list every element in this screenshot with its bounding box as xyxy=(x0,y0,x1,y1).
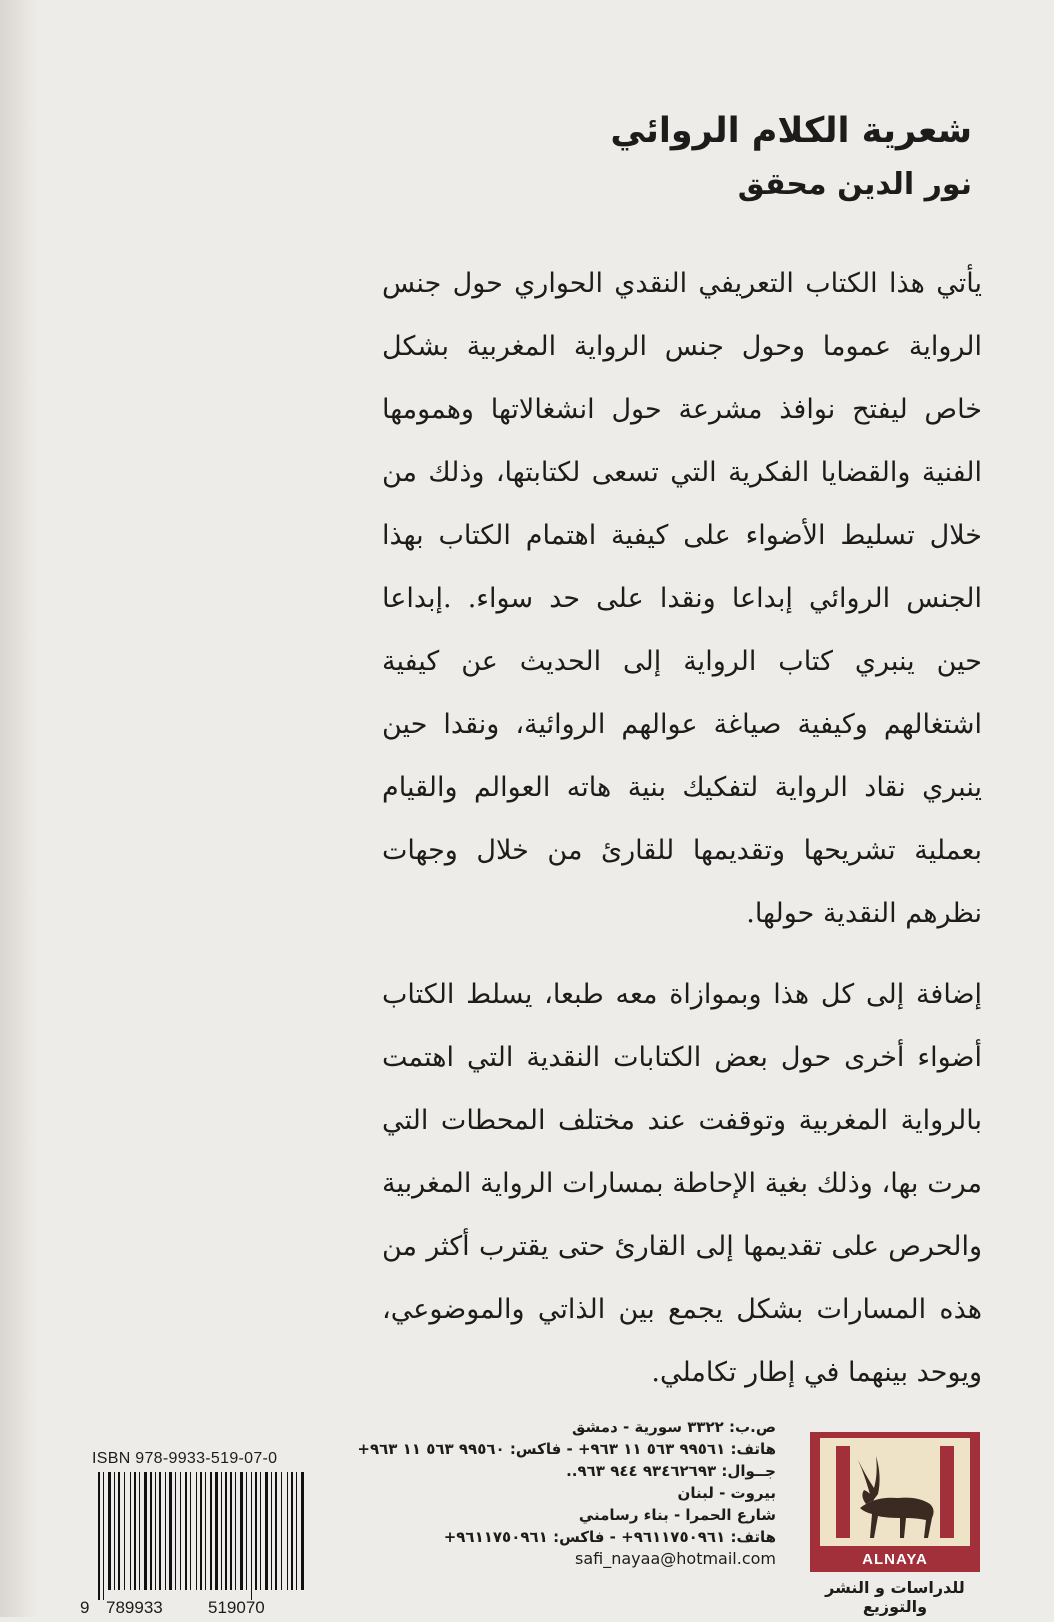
barcode xyxy=(80,1472,308,1617)
barcode-bar xyxy=(215,1472,218,1590)
barcode-bar xyxy=(251,1472,252,1600)
barcode-digit-group-1: 789933 xyxy=(106,1598,163,1617)
publisher-logo xyxy=(810,1432,980,1572)
barcode-bar xyxy=(169,1472,172,1590)
barcode-bar xyxy=(124,1472,125,1590)
barcode-bars xyxy=(92,1472,308,1612)
barcode-bar xyxy=(291,1472,293,1590)
barcode-bar xyxy=(139,1472,140,1590)
barcode-bar xyxy=(196,1472,197,1590)
book-author: نور الدين محقق xyxy=(737,167,972,202)
barcode-bar xyxy=(175,1472,176,1590)
barcode-bar xyxy=(265,1472,268,1590)
publisher-contact xyxy=(357,1416,776,1570)
publisher-phone-fax-beirut: هاتف: ٩٦١١٧٥٠٩٦١+ - فاكس: ٩٦١١٧٥٠٩٦١+ xyxy=(443,1528,776,1546)
barcode-bar xyxy=(165,1472,166,1590)
barcode-bar xyxy=(150,1472,152,1590)
logo-caption: للدراسات و النشر والتوزيع xyxy=(825,1578,965,1616)
publisher-mobile: جــوال: ٩٣٤٦٢٦٩٣ ٩٤٤ ٩٦٣.. xyxy=(566,1462,776,1480)
publisher-po-box: ص.ب: ٣٣٢٢ سورية - دمشق xyxy=(572,1418,776,1436)
barcode-digits xyxy=(80,1598,308,1622)
barcode-digit-lead: 9 xyxy=(80,1598,90,1617)
barcode-bar xyxy=(210,1472,212,1590)
gazelle-icon xyxy=(820,1438,970,1546)
barcode-bar xyxy=(118,1472,120,1590)
barcode-bar xyxy=(225,1472,227,1590)
barcode-bar xyxy=(296,1472,297,1590)
barcode-bar xyxy=(144,1472,147,1590)
barcode-bar xyxy=(155,1472,156,1590)
title-block xyxy=(610,105,972,207)
barcode-bar xyxy=(271,1472,272,1590)
publisher-street: شارع الحمرا - بناء رسامني xyxy=(578,1506,776,1524)
barcode-bar xyxy=(180,1472,181,1590)
barcode-bar xyxy=(246,1472,247,1590)
publisher-phone-fax-damascus: هاتف: ٩٩٥٦١ ٥٦٣ ١١ ٩٦٣+ - فاكس: ٩٩٥٦٠ ٥٦٣ ١١ ٩٦٣+ xyxy=(357,1440,776,1458)
barcode-bar xyxy=(190,1472,191,1590)
publisher-email: safi_nayaa@hotmail.com xyxy=(575,1549,776,1568)
barcode-bar xyxy=(108,1472,111,1590)
publisher-beirut: بيروت - لبنان xyxy=(677,1484,776,1502)
barcode-bar xyxy=(287,1472,288,1590)
barcode-bar xyxy=(159,1472,161,1590)
barcode-digit-group-2: 519070 xyxy=(208,1598,265,1617)
blurb-paragraph-1: يأتي هذا الكتاب التعريفي النقدي الحواري حول جنس الرواية عموما وحول جنس الرواية المغربية بشكل خاص ليفتح نوافذ مشرعة حول انشغالاتها وهمومها الفنية والقضايا الفكرية التي تسعى لكتابتها، وذلك من خلال تسليط الأضواء على كيفية اهتمام الكتاب بهذا الجنس الروائي إبداعا ونقدا على حد سواء. .إبداعا حين ينبري كتاب الرواية إلى الحديث عن كيفية اشتغالهم وكيفية صياغة عوالهم الروائية، ونقدا حين ينبري نقاد الرواية لتفكيك بنية هاته العوالم والقيام بعملية تشريحها وتقديمها للقارئ من خلال وجهات نظرهم النقدية حولها. xyxy=(382,268,982,929)
barcode-bar xyxy=(130,1472,131,1590)
barcode-bar xyxy=(114,1472,115,1590)
barcode-bar xyxy=(275,1472,277,1590)
barcode-bar xyxy=(260,1472,261,1590)
barcode-bar xyxy=(281,1472,282,1590)
isbn-label: ISBN 978-9933-519-07-0 xyxy=(92,1450,278,1467)
barcode-bar xyxy=(301,1472,304,1590)
back-cover-blurb xyxy=(382,252,982,1404)
barcode-bar xyxy=(235,1472,236,1590)
barcode-bar xyxy=(255,1472,257,1590)
page-edge-shadow xyxy=(0,0,38,1617)
barcode-bar xyxy=(205,1472,206,1590)
barcode-bar xyxy=(98,1472,100,1600)
barcode-bar xyxy=(134,1472,136,1590)
book-title: شعرية الكلام الروائي xyxy=(610,111,972,151)
barcode-bar xyxy=(221,1472,222,1590)
blurb-paragraph-2: إضافة إلى كل هذا وبموازاة معه طبعا، يسلط الكتاب أضواء أخرى حول بعض الكتابات النقدية التي اهتمت بالرواية المغربية وتوقفت عند مختلف المحطات التي مرت بها، وذلك بغية الإحاطة بمسارات الرواية المغربية والحرص على تقديمها إلى القارئ حتى يقترب أكثر من هذه المسارات بشكل يجمع بين الذاتي والموضوعي، ويوحد بينهما في إطار تكاملي. xyxy=(382,979,982,1388)
barcode-bar xyxy=(230,1472,232,1590)
barcode-bar xyxy=(185,1472,187,1590)
logo-brand-text: ALNAYA xyxy=(862,1551,928,1568)
barcode-bar xyxy=(103,1472,104,1600)
isbn-barcode-block xyxy=(80,1450,308,1617)
barcode-bar xyxy=(200,1472,202,1590)
barcode-bar xyxy=(240,1472,243,1590)
logo-emblem xyxy=(820,1438,970,1546)
